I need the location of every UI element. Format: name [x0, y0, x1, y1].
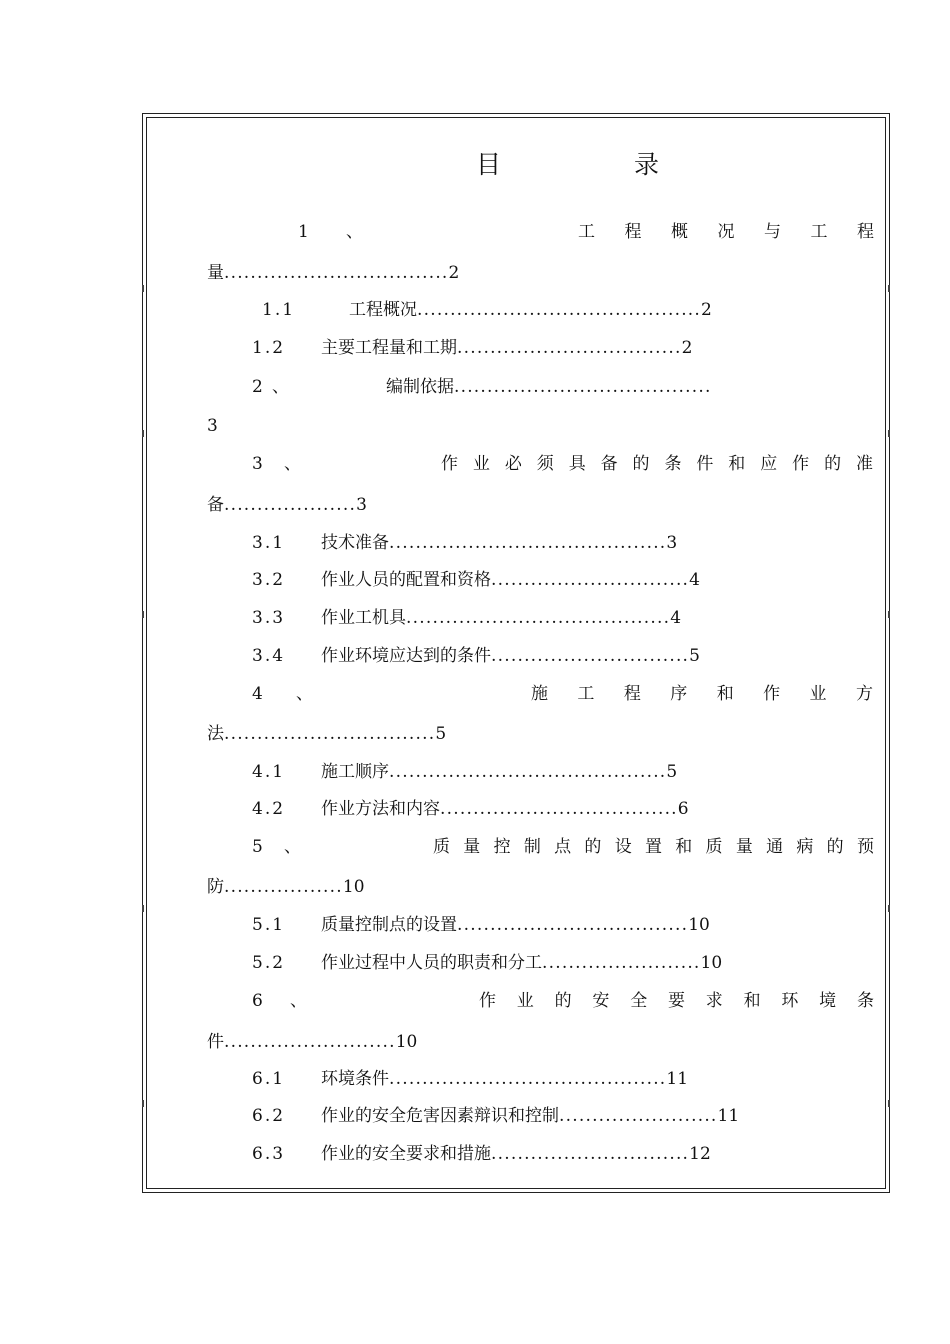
toc-leaders: .................................... [440, 799, 678, 819]
toc-page: 5 [666, 762, 678, 782]
toc-heading-char: 和 [675, 837, 693, 857]
toc-continuation: 法................................5 [207, 724, 447, 744]
toc-title: 作业环境应达到的条件 [321, 646, 492, 666]
toc-entry-4-2[interactable] [252, 798, 689, 820]
toc-number: 3.1 [252, 533, 286, 553]
toc-page: 4 [689, 570, 700, 590]
toc-heading-char: 业 [516, 991, 534, 1011]
toc-number: 3.4 [252, 646, 286, 666]
toc-title: 工程概况 [349, 300, 418, 320]
toc-number: 6.2 [252, 1106, 286, 1126]
toc-leaders: .......................................... [389, 1069, 667, 1089]
toc-heading-char: 境 [819, 991, 837, 1011]
toc-leaders: ....................................... [454, 377, 712, 397]
toc-heading [479, 990, 874, 1012]
toc-separator: 、 [346, 222, 365, 242]
toc-entry-3-3[interactable] [252, 607, 681, 629]
toc-heading-char: 的 [632, 454, 650, 474]
toc-title: 技术准备 [321, 533, 390, 553]
toc-leaders: ........................ [559, 1106, 718, 1126]
toc-page: 3 [356, 495, 367, 515]
toc-heading-char: 须 [536, 454, 554, 474]
toc-page: 2 [701, 300, 712, 320]
toc-number: 4 [252, 684, 265, 704]
toc-heading [441, 453, 873, 475]
toc-heading-char: 环 [781, 991, 799, 1011]
toc-number: 5 [252, 837, 265, 857]
toc-heading-char: 控 [493, 837, 511, 857]
toc-page: 11 [666, 1069, 689, 1089]
toc-title: 编制依据 [386, 377, 454, 397]
toc-heading-char: 质 [433, 837, 450, 857]
toc-heading [578, 221, 874, 243]
toc-heading-char: 应 [760, 454, 778, 474]
toc-entry-6-1[interactable] [252, 1068, 688, 1090]
toc-leaders: .................................. [224, 263, 449, 283]
toc-entry-6-2[interactable] [252, 1105, 739, 1127]
toc-page: 10 [342, 877, 365, 897]
toc-number: 4.2 [252, 799, 286, 819]
border-tick [142, 1100, 144, 1107]
toc-heading-char: 的 [554, 991, 572, 1011]
toc-heading-char: 作 [479, 991, 496, 1011]
toc-number: 3 [252, 454, 265, 474]
toc-heading-char: 概 [671, 222, 688, 242]
toc-continuation: 备....................3 [207, 495, 367, 515]
toc-heading-char: 要 [667, 991, 685, 1011]
toc-leaders: ................................... [457, 915, 689, 935]
toc-heading-char: 具 [568, 454, 586, 474]
toc-number: 3.3 [252, 608, 286, 628]
border-tick [888, 1100, 890, 1107]
toc-leaders: ........................................... [417, 300, 702, 320]
toc-leaders: .............................. [491, 646, 690, 666]
toc-heading-char: 况 [717, 222, 735, 242]
toc-number: 6.3 [252, 1144, 286, 1164]
toc-heading-char: 必 [504, 454, 522, 474]
toc-entry-4-1[interactable] [252, 761, 677, 783]
toc-continuation: 量..................................2 [207, 263, 460, 283]
toc-heading-char: 全 [630, 991, 648, 1011]
toc-heading-char: 设 [614, 837, 632, 857]
toc-heading-char: 准 [855, 454, 873, 474]
toc-number: 6 [252, 991, 265, 1011]
toc-heading-char: 业 [472, 454, 490, 474]
toc-leaders: ........................................ [406, 608, 671, 628]
toc-separator: 、 [284, 837, 303, 857]
toc-heading-char: 的 [826, 837, 844, 857]
toc-title-char: 录 [634, 150, 660, 179]
toc-title: 作业工机具 [321, 608, 407, 628]
border-tick [142, 285, 144, 292]
toc-entry-3-4[interactable] [252, 645, 700, 667]
toc-heading-char: 与 [764, 222, 781, 242]
toc-heading-char: 条 [664, 454, 682, 474]
toc-heading-char: 条 [856, 991, 874, 1011]
toc-heading-char: 工 [810, 222, 828, 242]
toc-heading-char: 备 [600, 454, 618, 474]
toc-title: 作业过程中人员的职责和分工 [321, 953, 543, 973]
toc-entry-3-2[interactable] [252, 569, 700, 591]
border-tick [142, 611, 144, 618]
toc-title: 作业的安全危害因素辩识和控制 [321, 1106, 560, 1126]
toc-entry-5-2[interactable] [252, 952, 722, 974]
toc-page: 11 [717, 1106, 740, 1126]
toc-title: 作业方法和内容 [321, 799, 441, 819]
toc-page: 3 [207, 416, 218, 436]
toc-page: 10 [700, 953, 723, 973]
toc-number: 4.1 [252, 762, 286, 782]
toc-heading-char: 点 [554, 837, 572, 857]
toc-heading-char: 质 [705, 837, 723, 857]
border-tick [888, 905, 890, 912]
toc-page: 10 [688, 915, 710, 935]
toc-heading-char: 工 [578, 222, 595, 242]
toc-page: 2 [448, 263, 460, 283]
toc-heading [433, 836, 874, 858]
toc-number: 1 [298, 222, 311, 242]
toc-heading-char: 方 [855, 684, 873, 704]
toc-heading-char: 程 [623, 684, 641, 704]
toc-separator: 、 [290, 991, 309, 1011]
toc-number: 6.1 [252, 1069, 286, 1089]
toc-leaders: .............................. [491, 1144, 690, 1164]
border-tick [142, 430, 144, 437]
toc-title [0, 148, 950, 182]
toc-heading-char: 病 [796, 837, 814, 857]
toc-page: 5 [689, 646, 700, 666]
toc-heading-char: 作 [763, 684, 781, 704]
toc-separator: 、 [272, 377, 291, 397]
toc-entry-1-2[interactable] [252, 337, 692, 359]
toc-continuation: 防..................10 [207, 877, 365, 897]
toc-heading-char: 的 [584, 837, 602, 857]
border-tick [142, 905, 144, 912]
toc-heading-char: 施 [531, 684, 548, 704]
toc-heading-char: 作 [441, 454, 458, 474]
toc-entry-5-1[interactable] [252, 914, 710, 936]
toc-heading-char: 的 [824, 454, 842, 474]
toc-heading-char: 和 [743, 991, 761, 1011]
toc-heading-char: 通 [766, 837, 784, 857]
toc-number: 5.1 [252, 915, 286, 935]
toc-title: 质量控制点的设置 [321, 915, 458, 935]
toc-title: 主要工程量和工期 [321, 338, 458, 358]
toc-number: 1.1 [262, 300, 296, 320]
toc-heading-char: 量 [735, 837, 753, 857]
toc-leaders: .................. [224, 877, 343, 897]
toc-leaders: .......................... [224, 1032, 396, 1052]
toc-heading-char: 和 [728, 454, 746, 474]
toc-separator: 、 [296, 684, 315, 704]
toc-title-char: 目 [476, 150, 502, 179]
toc-title: 施工顺序 [321, 762, 390, 782]
toc-number: 3.2 [252, 570, 286, 590]
toc-number: 5.2 [252, 953, 286, 973]
toc-heading-char: 作 [792, 454, 810, 474]
toc-heading [531, 683, 873, 705]
toc-heading-char: 工 [577, 684, 595, 704]
toc-heading-char: 和 [716, 684, 734, 704]
toc-entry-1-1[interactable] [262, 299, 712, 321]
toc-heading-char: 程 [624, 222, 642, 242]
toc-heading-char: 制 [523, 837, 541, 857]
border-tick [888, 430, 890, 437]
toc-title: 作业的安全要求和措施 [321, 1144, 492, 1164]
toc-title: 作业人员的配置和资格 [321, 570, 492, 590]
border-tick [888, 611, 890, 618]
border-tick [888, 285, 890, 292]
toc-page: 10 [395, 1032, 418, 1052]
toc-page: 6 [677, 799, 689, 819]
toc-title: 环境条件 [321, 1069, 390, 1089]
toc-number: 2 [252, 377, 265, 397]
toc-heading-char: 程 [857, 222, 874, 242]
toc-number: 1.2 [252, 338, 286, 358]
toc-leaders: ................................ [224, 724, 436, 744]
toc-page: 4 [670, 608, 682, 628]
toc-continuation: 件..........................10 [207, 1032, 418, 1052]
toc-heading-char: 安 [592, 991, 610, 1011]
toc-title-line [386, 376, 712, 398]
toc-entry-6-3[interactable] [252, 1143, 711, 1165]
toc-leaders: .............................. [491, 570, 690, 590]
toc-leaders: .................... [224, 495, 357, 515]
toc-heading-char: 求 [705, 991, 723, 1011]
toc-leaders: .................................. [457, 338, 682, 358]
toc-heading-char: 置 [644, 837, 662, 857]
toc-entry-3-1[interactable] [252, 532, 677, 554]
toc-separator: 、 [284, 454, 303, 474]
toc-page: 12 [689, 1144, 711, 1164]
toc-heading-char: 量 [463, 837, 481, 857]
toc-page: 3 [666, 533, 678, 553]
toc-heading-char: 件 [696, 454, 714, 474]
toc-heading-char: 序 [670, 684, 688, 704]
toc-page: 5 [435, 724, 447, 744]
toc-heading-char: 预 [856, 837, 874, 857]
toc-leaders: .......................................... [389, 533, 667, 553]
toc-heading-char: 业 [809, 684, 827, 704]
toc-leaders: .......................................... [389, 762, 667, 782]
toc-page: 2 [681, 338, 693, 358]
toc-leaders: ........................ [542, 953, 701, 973]
